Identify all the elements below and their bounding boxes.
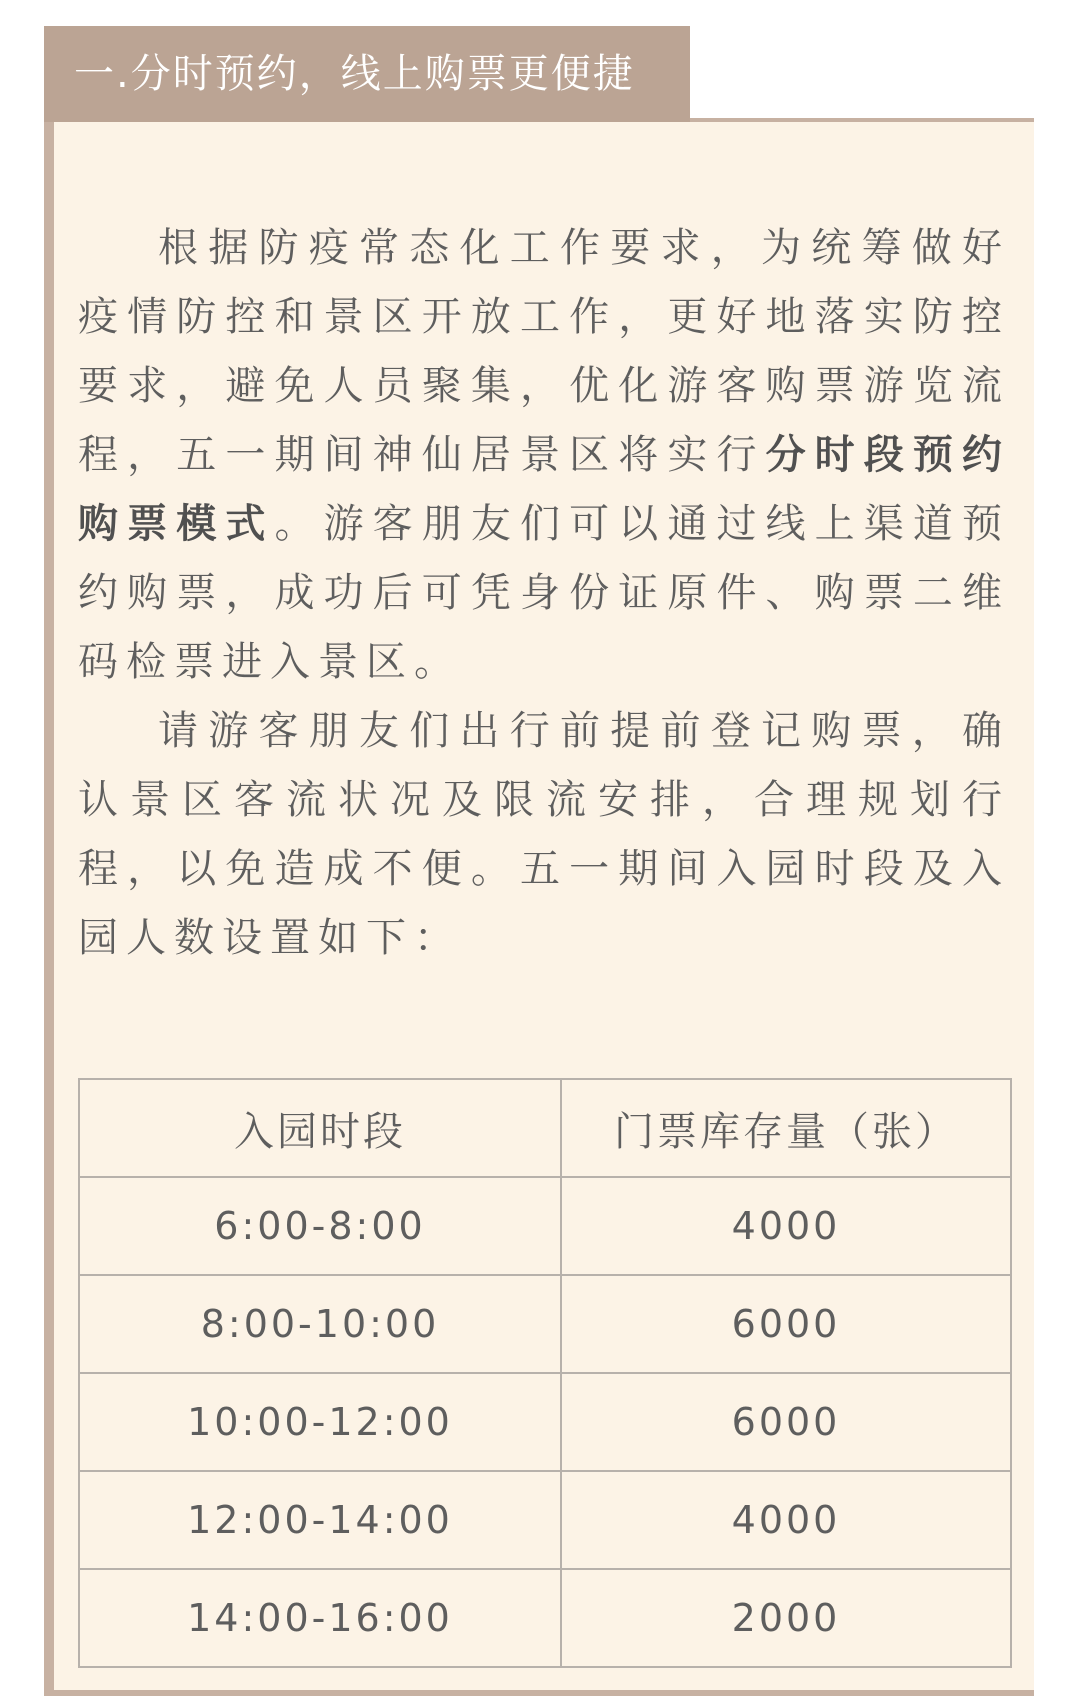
paragraph-1-text: 根据防疫常态化工作要求，为统筹做好疫情防控和景区开放工作，更好地落实防控要求，避免人员聚集，优化游客购票游览流程，五一期间神仙居景区将实行 (78, 225, 1010, 478)
ticket-stock-cell: 4000 (561, 1471, 1011, 1569)
table-row (79, 1177, 1011, 1275)
time-slot-cell: 10:00-12:00 (79, 1373, 561, 1471)
time-slot-cell: 8:00-10:00 (79, 1275, 561, 1373)
ticket-stock-cell: 6000 (561, 1373, 1011, 1471)
article-body (78, 214, 1010, 973)
table-row (79, 1373, 1011, 1471)
table-row (79, 1471, 1011, 1569)
paragraph-1 (78, 214, 1010, 697)
ticket-stock-cell: 6000 (561, 1275, 1011, 1373)
time-slot-cell: 12:00-14:00 (79, 1471, 561, 1569)
ticket-stock-cell: 4000 (561, 1177, 1011, 1275)
table-row (79, 1569, 1011, 1667)
table-header-row (79, 1079, 1011, 1177)
section-title: 一.分时预约，线上购票更便捷 (44, 26, 690, 122)
header-ticket-stock: 门票库存量（张） (561, 1079, 1011, 1177)
ticket-stock-cell: 2000 (561, 1569, 1011, 1667)
time-slot-cell: 6:00-8:00 (79, 1177, 561, 1275)
paragraph-1-text-end: 。游客朋友们可以通过线上渠道预约购票，成功后可凭身份证原件、购票二维码检票进入景区。 (78, 501, 1011, 685)
ticket-schedule-table (78, 1078, 1012, 1668)
header-time-slot: 入园时段 (79, 1079, 561, 1177)
paragraph-1-emphasis: 分时段预约购票模式 (78, 432, 1011, 547)
table-row (79, 1275, 1011, 1373)
paragraph-2: 请游客朋友们出行前提前登记购票，确认景区客流状况及限流安排，合理规划行程，以免造成不便。五一期间入园时段及入园人数设置如下： (78, 708, 1010, 961)
time-slot-cell: 14:00-16:00 (79, 1569, 561, 1667)
